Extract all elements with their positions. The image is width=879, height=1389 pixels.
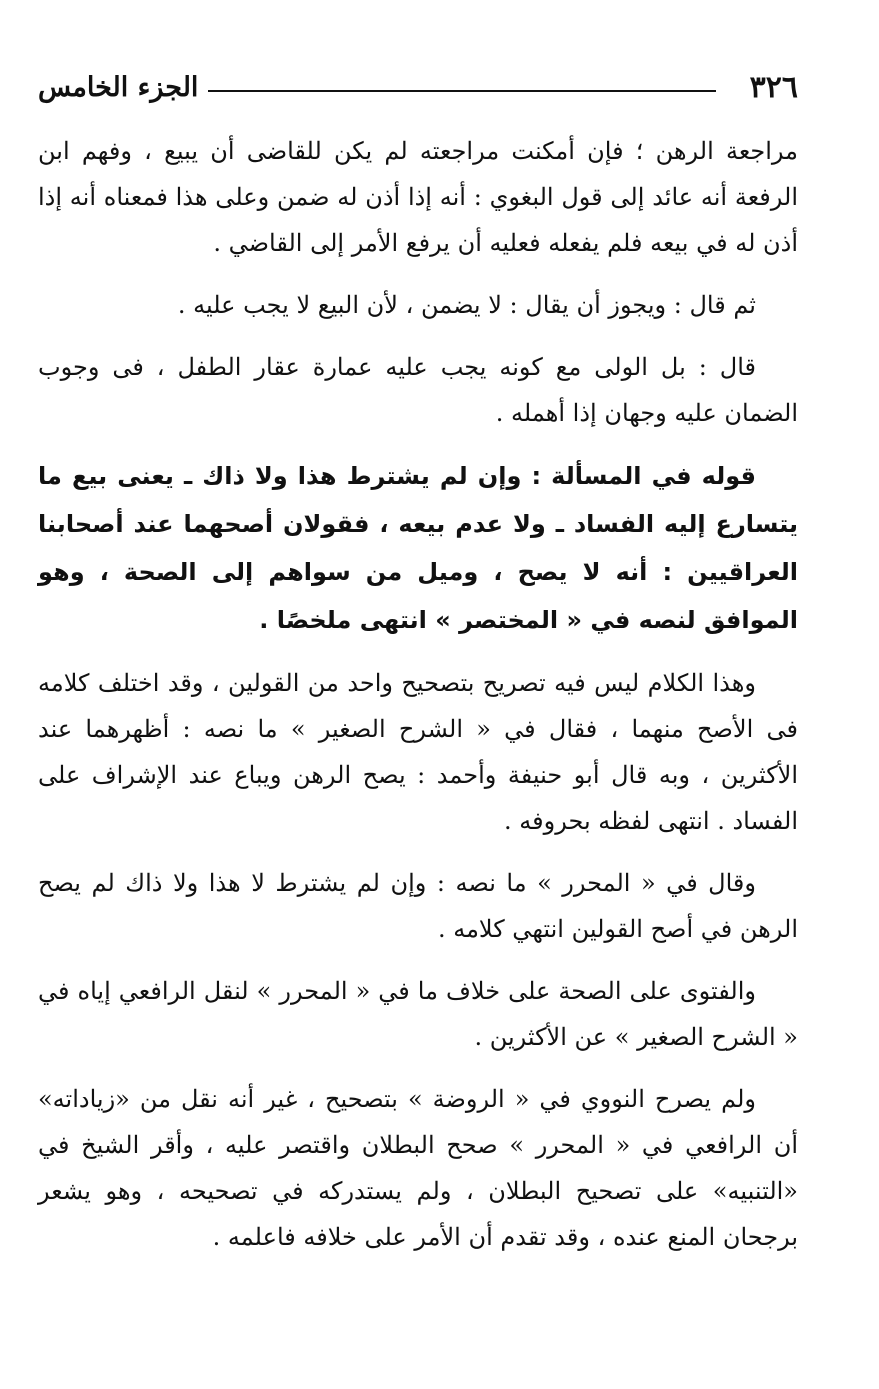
header-rule [208, 90, 716, 92]
paragraph: مراجعة الرهن ؛ فإن أمكنت مراجعته لم يكن للقاضى أن يبيع ، وفهم ابن الرفعة أنه عائد إلى قول البغوي : أنه إذا أذن له ضمن وعلى هذا فمعناه أنه إذا أذن له في بيعه فلم يفعله فعليه أن يرفع الأمر إلى القاضي . [38, 137, 798, 257]
paragraph: وهذا الكلام ليس فيه تصريح بتصحيح واحد من القولين ، وقد اختلف كلامه فى الأصح منهما ، فقال في « الشرح الصغير » ما نصه : أظهرهما عند الأكثرين ، وبه قال أبو حنيفة وأحمد : يصح الرهن ويباع عند الإشراف على الفساد . انتهى لفظه بحروفه . [38, 669, 798, 835]
paragraph: قال : بل الولى مع كونه يجب عليه عمارة عقار الطفل ، فى وجوب الضمان عليه وجهان إذا أهمله . [38, 353, 798, 427]
paragraph: والفتوى على الصحة على خلاف ما في « المحرر » لنقل الرافعي إياه في « الشرح الصغير » عن الأكثرين . [38, 977, 798, 1051]
paragraph: وقال في « المحرر » ما نصه : وإن لم يشترط لا هذا ولا ذاك لم يصح الرهن في أصح القولين انتهي كلامه . [38, 869, 798, 943]
part-title: الجزء الخامس [38, 72, 199, 103]
paragraph: ولم يصرح النووي في « الروضة » بتصحيح ، غير أنه نقل من «زياداته» أن الرافعي في « المحرر » صحح البطلان واقتصر عليه ، وأقر الشيخ في «التنبيه» على تصحيح البطلان ، ولم يستدركه في تصحيحه ، وهو يشعر برجحان المنع عنده ، وقد تقدم أن الأمر على خلافه فاعلمه . [38, 1085, 798, 1251]
bold-quote-paragraph: قوله في المسألة : وإن لم يشترط هذا ولا ذاك ـ يعنى بيع ما يتسارع إليه الفساد ـ ولا عدم بيعه ، فقولان أصحهما عند أصحابنا العراقيين : أنه لا يصح ، وميل من سواهم إلى الصحة ، وهو الموافق لنصه في « المختصر » انتهى ملخصًا . [38, 462, 798, 634]
page-body [38, 128, 798, 1276]
paragraph: ثم قال : ويجوز أن يقال : لا يضمن ، لأن البيع لا يجب عليه . [177, 291, 756, 319]
page-number: ٣٢٦ [749, 70, 798, 105]
page-header [38, 70, 798, 110]
